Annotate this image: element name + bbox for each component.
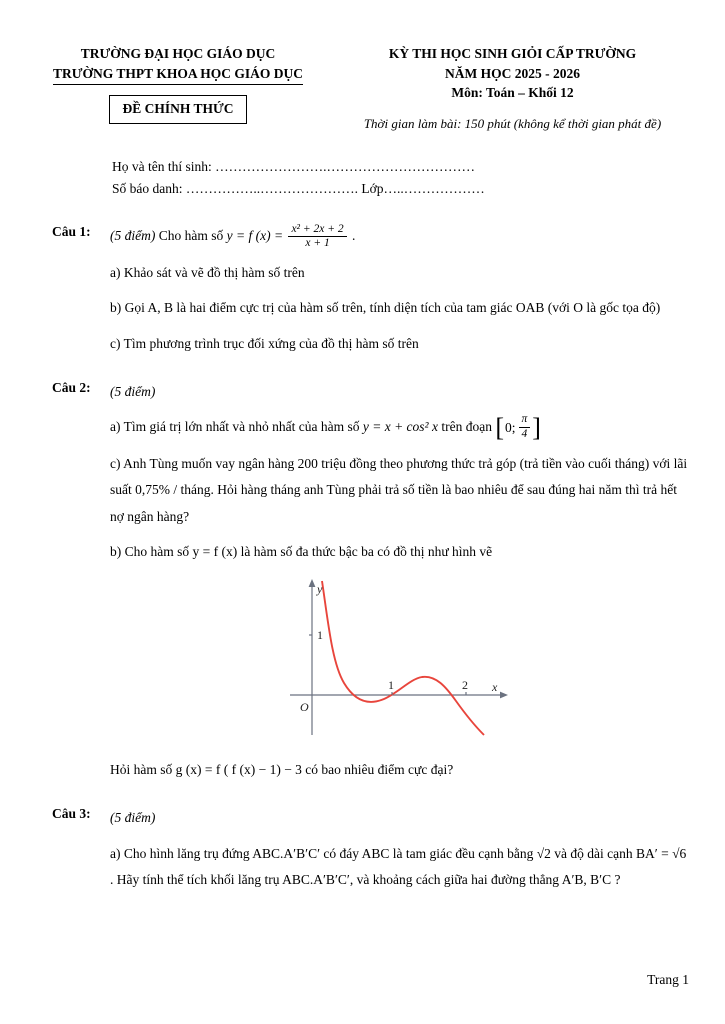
question-1-formula-lhs: y = f (x) = [226, 228, 284, 244]
document-header [0, 0, 725, 134]
candidate-info [112, 156, 725, 202]
x-axis-label: x [491, 680, 497, 695]
question-1-fraction: $\frac{\text{x² + 2x + 2}}{x + 1}$ [288, 223, 346, 250]
time-note: Thời gian làm bài: 150 phút (không kể thời gian phát đề) [363, 115, 662, 131]
question-2-score: (5 điểm) [110, 383, 156, 399]
question-2-label: Câu 2: [52, 379, 91, 395]
question-2-part-a-function: y = x + cos² x [362, 419, 438, 435]
candidate-name-line: Họ và tên thí sinh: …………………….…………………………… [112, 158, 475, 174]
subject-grade: Môn: Toán – Khối 12 [451, 85, 574, 101]
question-2-body [110, 379, 689, 784]
school-name: TRƯỜNG THPT KHOA HỌC GIÁO DỤC [53, 64, 303, 86]
question-2-part-a [110, 414, 689, 442]
question-2-interval: [ 0; $\frac{\pi}{4}$ ] [495, 413, 541, 443]
y-axis-label: y [316, 582, 322, 597]
question-2-part-c: c) Anh Tùng muốn vay ngân hàng 200 triệu đồng theo phương thức trả góp (trả tiền vào cuối tháng) với lãi suất 0,75% / tháng. Hỏi hàng tháng anh Tùng phải trả số tiền là bao nhiêu để sau đúng hai năm thì trả hết nợ ngân hàng? [110, 455, 688, 524]
question-2-part-b: b) Cho hàm số y = f (x) là hàm số đa thức bậc ba có đồ thị như hình vẽ [110, 543, 493, 559]
official-exam-badge: ĐỀ CHÍNH THỨC [109, 95, 246, 124]
x-axis-arrow [500, 692, 508, 699]
x-tick-1-label: 1 [387, 678, 394, 693]
question-2-part-a-mid: trên đoạn [441, 419, 492, 435]
exam-box-wrap [28, 85, 328, 124]
question-3-score: (5 điểm) [110, 810, 156, 826]
question-1-part-b: b) Gọi A, B là hai điểm cực trị của hàm số trên, tính diện tích của tam giác OAB (với O là gốc tọa độ) [110, 300, 661, 316]
candidate-id-line: Số báo danh: ……………..…………………. Lớp…..……………… [112, 181, 485, 197]
question-1-stem [110, 223, 689, 251]
question-1-score: (5 điểm) [110, 228, 156, 244]
question-2-part-a-text: a) Tìm giá trị lớn nhất và nhỏ nhất của hàm số [110, 419, 360, 435]
question-3 [0, 805, 725, 893]
question-1-body [110, 223, 689, 357]
university-name: TRƯỜNG ĐẠI HỌC GIÁO DỤC [80, 46, 276, 61]
question-1 [0, 223, 725, 357]
header-left-block [28, 44, 328, 134]
cubic-graph-svg [270, 575, 530, 745]
question-1-part-a: a) Khảo sát và vẽ đồ thị hàm số trên [110, 265, 305, 281]
question-1-part-c: c) Tìm phương trình trục đối xứng của đồ thị hàm số trên [110, 335, 419, 351]
question-2-closing: Hỏi hàm số g (x) = f ( f (x) − 1) − 3 có bao nhiêu điểm cực đại? [110, 762, 454, 778]
question-1-period: . [352, 228, 356, 244]
cubic-graph-figure [110, 575, 689, 745]
question-1-intro: Cho hàm số [158, 228, 224, 244]
question-3-label: Câu 3: [52, 806, 91, 822]
y-tick-1-label: 1 [316, 628, 323, 643]
x-tick-2-label: 2 [461, 678, 468, 693]
page-number: Trang 1 [647, 972, 689, 987]
school-year: NĂM HỌC 2025 - 2026 [445, 65, 580, 81]
origin-label: O [299, 700, 309, 715]
cubic-curve [322, 581, 484, 735]
y-axis-arrow [308, 579, 315, 587]
question-3-body [110, 805, 689, 893]
question-2 [0, 379, 725, 784]
question-1-label: Câu 1: [52, 224, 91, 240]
question-3-part-a: a) Cho hình lăng trụ đứng ABC.A′B′C′ có đáy ABC là tam giác đều cạnh bằng √2 và độ dài cạnh BA′ = √6 . Hãy tính thể tích khối lăng trụ ABC.A′B′C′, và khoảng cách giữa hai đường thẳng A′B, B′C ? [110, 845, 687, 888]
exam-title: KỲ THI HỌC SINH GIỎI CẤP TRƯỜNG [388, 46, 637, 61]
header-right-block [328, 44, 697, 134]
